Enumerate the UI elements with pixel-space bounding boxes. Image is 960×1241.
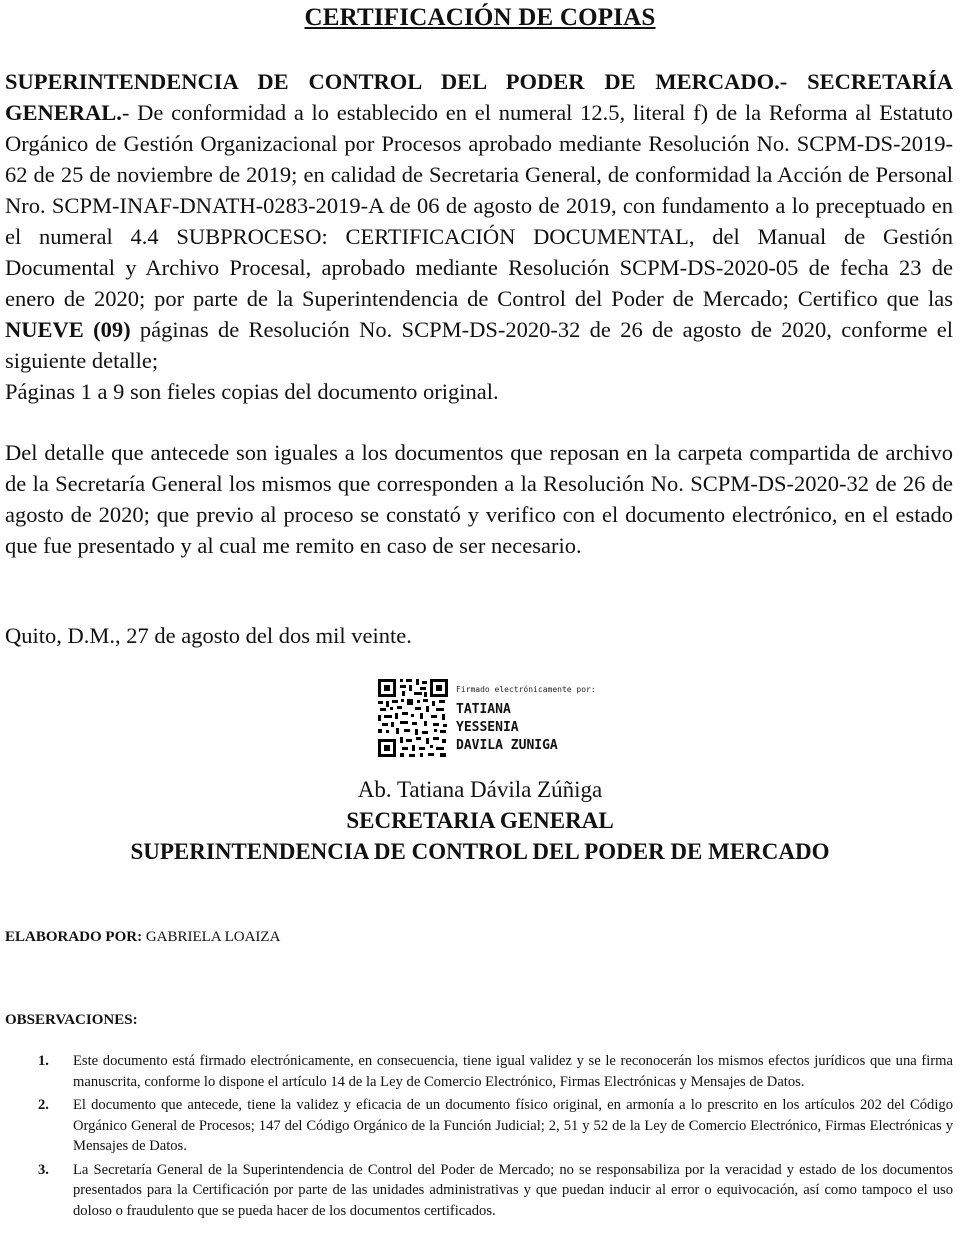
signed-by-label: Firmado electrónicamente por: bbox=[456, 685, 596, 694]
certification-body-part-2: páginas de Resolución No. SCPM-DS-2020-32 de 26 de agosto de 2020, conforme el siguiente detalle; bbox=[5, 317, 953, 373]
signer-role: SECRETARIA GENERAL bbox=[346, 808, 614, 833]
certification-paragraph bbox=[5, 66, 953, 407]
stamp-name-line: YESSENIA bbox=[456, 720, 519, 735]
prepared-by bbox=[5, 929, 280, 946]
electronic-signature-block bbox=[376, 677, 596, 759]
signer-name: Ab. Tatiana Dávila Zúñiga bbox=[357, 777, 603, 802]
stamp-name-line: TATIANA bbox=[456, 702, 511, 717]
observation-text: El documento que antecede, tiene la validez y eficacia de un documento físico original, en armonía a lo prescrito en los artículos 202 del Código Orgánico General de Procesos; 147 del Código Orgánico de la Función Judicial; 2, 51 y 52 de la Ley de Comercio Electrónico, Firmas Electrónicas y Mensajes de Datos. bbox=[73, 1097, 953, 1154]
list-item bbox=[5, 1160, 953, 1222]
observation-number: 2. bbox=[38, 1097, 49, 1113]
prepared-by-label: ELABORADO POR: bbox=[5, 929, 143, 945]
observations-list bbox=[5, 1051, 953, 1224]
signer-block bbox=[0, 774, 960, 867]
qr-code-icon bbox=[376, 677, 450, 759]
list-item bbox=[5, 1051, 953, 1092]
place-date: Quito, D.M., 27 de agosto del dos mil veinte. bbox=[5, 623, 412, 648]
document-title: CERTIFICACIÓN DE COPIAS bbox=[304, 4, 656, 31]
signer-stamp-name bbox=[456, 701, 558, 755]
observation-text: La Secretaría General de la Superintendencia de Control del Poder de Mercado; no se responsabiliza por la veracidad y estado de los documentos presentados para la Certificación por parte de las unidades administrativas y que puedan inducir al error o equivocación, así como tampoco el uso doloso o fraudulento que se pueda hacer de los documentos certificados. bbox=[73, 1161, 953, 1219]
signer-organization: SUPERINTENDENCIA DE CONTROL DEL PODER DE MERCADO bbox=[130, 839, 830, 864]
certification-body-part-1: - De conformidad a lo establecido en el numeral 12.5, literal f) de la Reforma al Estatuto Orgánico de Gestión Organizacional por Procesos aprobado mediante Resolución No. SCPM-DS-2019-62 de 25 de noviembre de 2019; en calidad de Secretaria General, de conformidad la Acción de Personal Nro. SCPM-INAF-DNATH-0283-2019-A de 06 de agosto de 2019, con fundamento a lo preceptuado en el numeral 4.4 SUBPROCESO: CERTIFICACIÓN DOCUMENTAL, del Manual de Gestión Documental y Archivo Procesal, aprobado mediante Resolución SCPM-DS-2020-05 de fecha 23 de enero de 2020; por parte de la Superintendencia de Control del Poder de Mercado; Certifico que las bbox=[5, 100, 953, 311]
observation-text: Este documento está firmado electrónicamente, en consecuencia, tiene igual validez y se le reconocerán los mismos efectos jurídicos que una firma manuscrita, conforme lo dispone el artículo 14 de la Ley de Comercio Electrónico, Firmas Electrónicas y Mensajes de Datos. bbox=[73, 1053, 953, 1090]
stamp-name-line: DAVILA ZUNIGA bbox=[456, 738, 558, 753]
certifier-heading: SUPERINTENDENCIA DE CONTROL DEL PODER DE MERCADO.- SECRETARÍA GENERAL. bbox=[5, 69, 953, 125]
observation-number: 1. bbox=[38, 1053, 49, 1069]
detail-paragraph: Del detalle que antecede son iguales a los documentos que reposan en la carpeta compartida de archivo de la Secretaría General los mismos que corresponden a la Resolución No. SCPM-DS-2020-32 de 26 de agosto de 2020; que previo al proceso se constató y verifico con el documento electrónico, en el estado que fue presentado y al cual me remito en caso de ser necesario. bbox=[5, 440, 953, 558]
prepared-by-value: GABRIELA LOAIZA bbox=[145, 929, 281, 945]
observations-title: OBSERVACIONES: bbox=[5, 1012, 138, 1028]
page-count-bold: NUEVE (09) bbox=[5, 317, 131, 342]
pages-statement: Páginas 1 a 9 son fieles copias del documento original. bbox=[5, 379, 499, 404]
observation-number: 3. bbox=[38, 1161, 49, 1178]
list-item bbox=[5, 1095, 953, 1157]
